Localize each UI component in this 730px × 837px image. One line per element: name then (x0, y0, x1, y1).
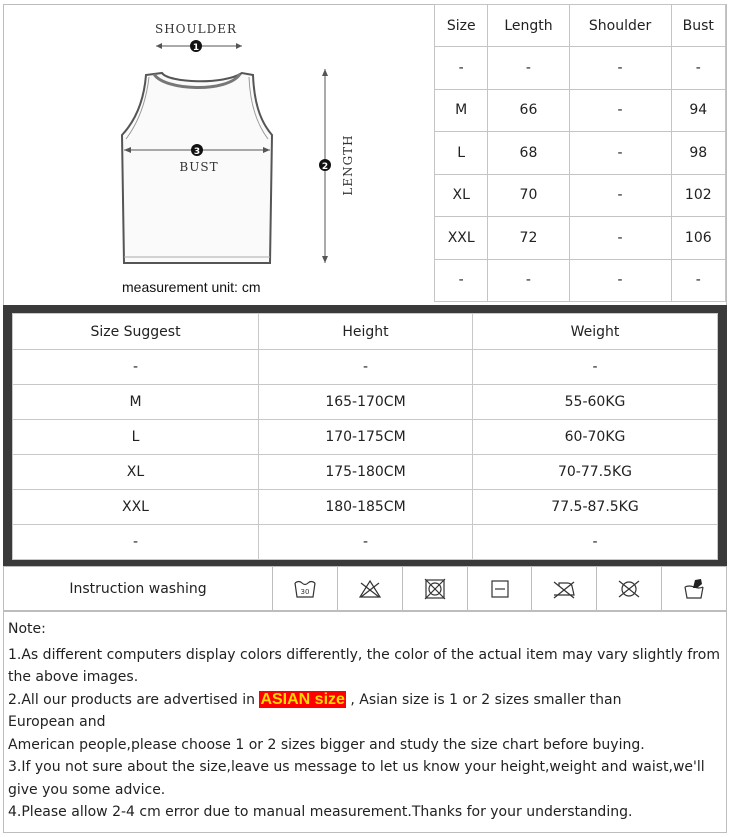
bust-cell: 98 (671, 132, 725, 175)
bust-header: Bust (671, 5, 725, 47)
length-label: LENGTH (341, 134, 355, 196)
shoulder-cell: - (569, 217, 671, 260)
table-row (435, 132, 726, 175)
svg-text:30: 30 (300, 587, 310, 596)
height-cell: 170-175CM (259, 420, 473, 455)
asian-size-highlight: ASIAN size (260, 690, 345, 708)
do-not-bleach-icon (357, 577, 383, 601)
size-table (434, 4, 726, 302)
notes-section (3, 611, 727, 833)
garment-illustration (4, 5, 434, 305)
size-cell: - (13, 525, 259, 560)
weight-cell: 60-70KG (473, 420, 718, 455)
weight-cell: - (473, 525, 718, 560)
length-cell: - (488, 47, 569, 90)
length-cell: - (488, 259, 569, 302)
table-row (435, 259, 726, 302)
hand-wash-30-icon (292, 577, 318, 601)
shoulder-cell: - (569, 174, 671, 217)
size-cell: XXL (435, 217, 488, 260)
size-chart-section (3, 4, 727, 306)
note-2-intro: 2.All our products are advertised in (8, 691, 255, 708)
table-row (435, 217, 726, 260)
note-2-continued: , Asian size is 1 or 2 sizes smaller than (350, 691, 622, 708)
size-cell: L (13, 420, 259, 455)
size-cell: L (435, 132, 488, 175)
weight-cell: 77.5-87.5KG (473, 490, 718, 525)
note-1: 1.As different computers display colors differently, the color of the actual item may vary slightly from the above images. (8, 646, 720, 685)
bust-cell: - (671, 47, 725, 90)
bust-cell: 106 (671, 217, 725, 260)
height-cell: 180-185CM (259, 490, 473, 525)
size-cell: M (13, 385, 259, 420)
shoulder-cell: - (569, 132, 671, 175)
table-row (13, 350, 718, 385)
bust-cell: - (671, 259, 725, 302)
note-3: 3.If you not sure about the size,leave us message to let us know your height,weight and waist,we'll give you some advice. (8, 759, 705, 798)
table-row (435, 89, 726, 132)
measurement-unit: measurement unit: cm (122, 279, 261, 295)
bust-cell: 94 (671, 89, 725, 132)
washing-label: Instruction washing (4, 567, 273, 610)
table-row (435, 174, 726, 217)
table-row (13, 525, 718, 560)
shoulder-cell: - (569, 89, 671, 132)
size-cell: XL (13, 455, 259, 490)
size-cell: - (435, 47, 488, 90)
note-2-line-3: American people,please choose 1 or 2 sizes bigger and study the size chart before buying. (8, 736, 645, 753)
shoulder-label: SHOULDER (154, 22, 238, 36)
note-2-line-2: European and (8, 714, 106, 730)
hand-wash-icon (681, 577, 707, 601)
length-cell: 66 (488, 89, 569, 132)
size-suggest-table (12, 313, 718, 560)
bust-cell: 102 (671, 174, 725, 217)
height-header: Height (259, 314, 473, 350)
note-4: 4.Please allow 2-4 cm error due to manual measurement.Thanks for your understanding. (8, 804, 633, 820)
height-cell: - (259, 350, 473, 385)
table-row (13, 385, 718, 420)
marker-2: 2 (321, 162, 329, 172)
do-not-dry-clean-icon (616, 577, 642, 601)
height-cell: 175-180CM (259, 455, 473, 490)
table-row (13, 420, 718, 455)
shoulder-cell: - (569, 47, 671, 90)
table-row (13, 490, 718, 525)
do-not-tumble-dry-icon (422, 577, 448, 601)
height-cell: - (259, 525, 473, 560)
marker-1: 1 (192, 43, 200, 53)
do-not-iron-icon (551, 577, 577, 601)
bust-label: BUST (179, 160, 219, 174)
weight-cell: 55-60KG (473, 385, 718, 420)
size-cell: - (13, 350, 259, 385)
weight-cell: 70-77.5KG (473, 455, 718, 490)
size-suggest-section (3, 305, 727, 566)
table-row (435, 47, 726, 90)
size-cell: M (435, 89, 488, 132)
size-cell: - (435, 259, 488, 302)
size-header: Size (435, 5, 488, 47)
weight-header: Weight (473, 314, 718, 350)
size-cell: XL (435, 174, 488, 217)
size-cell: XXL (13, 490, 259, 525)
dry-flat-icon (487, 577, 513, 601)
shoulder-header: Shoulder (569, 5, 671, 47)
length-cell: 72 (488, 217, 569, 260)
tank-top-diagram (4, 5, 434, 305)
length-header: Length (488, 5, 569, 47)
notes-title: Note: (8, 621, 46, 637)
length-cell: 68 (488, 132, 569, 175)
table-row (13, 455, 718, 490)
height-cell: 165-170CM (259, 385, 473, 420)
shoulder-cell: - (569, 259, 671, 302)
washing-instructions (3, 566, 727, 611)
size-suggest-header: Size Suggest (13, 314, 259, 350)
marker-3: 3 (193, 147, 201, 157)
size-suggest-frame (12, 313, 718, 559)
weight-cell: - (473, 350, 718, 385)
length-cell: 70 (488, 174, 569, 217)
note-2 (8, 689, 722, 712)
